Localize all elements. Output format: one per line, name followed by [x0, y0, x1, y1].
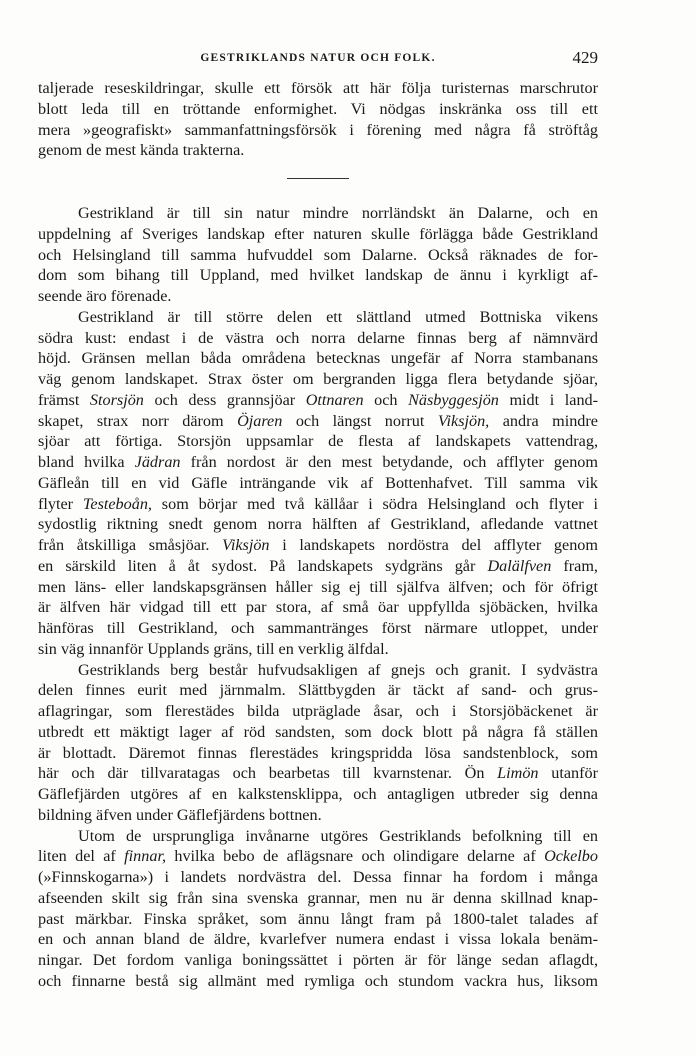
- text-run: flyter: [38, 494, 83, 513]
- text-line: [38, 535, 598, 556]
- text-line: Gäflefjärden utgöres af en kalkstensklippa, och antagligen utbreder sig denna: [38, 785, 598, 803]
- text-line: afseenden skilt sig från sina svenska grannar, men nu är denna skillnad knap-: [38, 888, 598, 907]
- text-run: liten del af: [38, 847, 125, 866]
- text-line: Gestrikland är till större delen ett slättland utmed Bottniska vikens: [78, 307, 598, 326]
- text-line: mera »geografiskt» sammanfattningsförsök i förening med några få ströftåg: [38, 120, 598, 139]
- text-line: [38, 763, 598, 784]
- text-line: Gestrikland är till sin natur mindre norrländskt än Dalarne, och en: [78, 204, 598, 222]
- text-line: utbredt ett mäktigt lager af röd sandsten, som dock blott på några få ställen: [38, 722, 598, 741]
- text-line: (»Finnskogarna») i landets nordvästra del. Dessa finnar ha fordom i många: [38, 868, 598, 886]
- text-line: dom som bihang till Uppland, med hvilket landskap de ännu i kyrkligt af-: [38, 266, 598, 285]
- text-line: sin väg innanför Upplands gräns, till en verklig älfdal.: [38, 639, 389, 658]
- running-title: GESTRIKLANDS NATUR OCH FOLK.: [200, 52, 436, 64]
- text-line: [38, 390, 598, 411]
- page-number: 429: [572, 48, 598, 67]
- text-run: och dess grannsjöar: [143, 390, 306, 409]
- river-name-testeboan: Testeboån,: [82, 494, 152, 513]
- text-line: väg genom landskapet. Strax öster om bergranden ligga flera betydande sjöar,: [38, 370, 598, 388]
- river-name-jadran: Jädran: [134, 453, 181, 471]
- lake-name-ottnaren: Ottnaren: [305, 390, 364, 409]
- text-line: [38, 452, 598, 473]
- text-run: midt i land-: [498, 390, 599, 409]
- text-line: är älfven här vidgad till ett par stora, af små öar uppfyllda sjöbäcken, hvilka: [38, 598, 598, 617]
- place-name-ockelbo: Ockelbo: [544, 847, 598, 866]
- text-line: hänföras till Gestrikland, och sammantränges först närmare utloppet, under: [38, 619, 598, 637]
- text-run: här och där tillvaratagas och bearbetas till kvarnstenar. Ön: [38, 764, 498, 783]
- running-head: [38, 48, 598, 70]
- text-line: en och annan bland de äldre, kvarlefver numera endast i vissa lokala benäm-: [38, 930, 598, 949]
- text-line: [38, 846, 598, 867]
- text-run: i landskapets nordöstra del afflyter genom: [269, 536, 598, 554]
- text-run: och: [363, 390, 409, 409]
- text-run: som börjar med två källåar i södra Helsingland och flyter i: [151, 494, 598, 513]
- text-run: bland hvilka: [38, 453, 135, 471]
- text-line: delen finnes eurit med järnmalm. Slättbygden är täckt af sand- och grus-: [38, 681, 598, 700]
- text-line: blott leda till en tröttande enformighet. Vi nödgas inskränka oss till ett: [38, 99, 598, 118]
- text-run: hvilka bebo de aflägsnare och olindigare delarne af: [166, 847, 545, 866]
- people-name-finnar: finnar,: [124, 847, 166, 866]
- text-line: är blottadt. Däremot finnas flerestädes kringspridda lösa sandstenblock, som: [38, 743, 598, 762]
- text-line: uppdelning af Sveriges landskap efter naturen skulle förlägga både Gestrikland: [38, 224, 598, 243]
- text-line: seende äro förenade.: [38, 287, 172, 305]
- lake-name-viksjon-2: Viksjön: [222, 536, 270, 554]
- text-line: Gäfleån till en vid Gäfle inträngande vik af Bottenhafvet. Till samma vik: [38, 473, 598, 492]
- text-line: [38, 556, 598, 577]
- text-line: taljerade reseskildringar, skulle ett försök att här följa turisternas marschrutor: [38, 79, 598, 97]
- text-run: andra mindre: [489, 411, 598, 430]
- text-line: ningar. Det fordom vanliga boningssättet i pörten är för länge sedan aflagdt,: [38, 951, 598, 969]
- text-line: bildning äfven under Gäflefjärdens bottnen.: [38, 805, 322, 824]
- text-line: Gestriklands berg består hufvudsakligen af gnejs och granit. I sydvästra: [78, 660, 598, 679]
- text-run: fram,: [551, 556, 598, 575]
- lake-name-ojaren: Öjaren: [237, 411, 283, 430]
- text-run: en särskild liten å åt sydost. På landskapets sydgräns går: [38, 556, 488, 575]
- text-line: Utom de ursprungliga invånarne utgöres Gestriklands befolkning till en: [78, 826, 598, 845]
- section-divider: [287, 178, 349, 179]
- text-run: utanför: [538, 764, 598, 783]
- text-run: från nordost är den mest betydande, och afflyter genom: [180, 453, 598, 471]
- lake-name-viksjon: Viksjön,: [437, 411, 490, 430]
- river-name-dalalfven: Dalälfven: [487, 556, 552, 575]
- text-line: sjöar att förtiga. Storsjön uppsamlar de flesta af landskapets vattendrag,: [38, 432, 598, 451]
- text-line: och finnarne bestå sig allmänt med rymliga och stundom vackra hus, liksom: [38, 971, 598, 990]
- text-run: och längst norrut: [282, 411, 438, 430]
- text-line: södra kust: endast i de västra och norra delarne finnas berg af nämnvärd: [38, 328, 598, 347]
- text-line: men läns- eller landskapsgränsen håller sig ej till själfva älfven; och för öfrigt: [38, 577, 598, 596]
- text-run: främst: [38, 390, 90, 409]
- text-line: [38, 494, 598, 515]
- text-line: [38, 411, 598, 432]
- text-line: genom de mest kända trakterna.: [38, 141, 245, 160]
- text-line: och Helsingland till samma hufvuddel som Dalarne. Också räknades de for-: [38, 245, 598, 264]
- lake-name-nasbyggesjon: Näsbyggesjön: [408, 390, 499, 409]
- text-line: past märkbar. Finska språket, som ännu långt fram på 1800-talet talades af: [38, 909, 598, 928]
- text-line: aflagringar, som flerestädes bilda utpräglade åsar, och i Storsjöbäckenet är: [38, 702, 598, 720]
- text-run: från åtskilliga småsjöar.: [38, 536, 223, 554]
- text-run: skapet, strax norr därom: [38, 411, 238, 430]
- text-line: sydostlig riktning snedt genom norra hälften af Gestrikland, afledande vattnet: [38, 515, 598, 534]
- main-text: [38, 203, 598, 992]
- intro-paragraph: [38, 78, 598, 161]
- lake-name-storsjon: Storsjön: [89, 390, 144, 409]
- island-name-limon: Limön: [497, 764, 539, 783]
- text-line: höjd. Gränsen mellan båda områdena betecknas ungefär af Norra stambanans: [38, 349, 598, 368]
